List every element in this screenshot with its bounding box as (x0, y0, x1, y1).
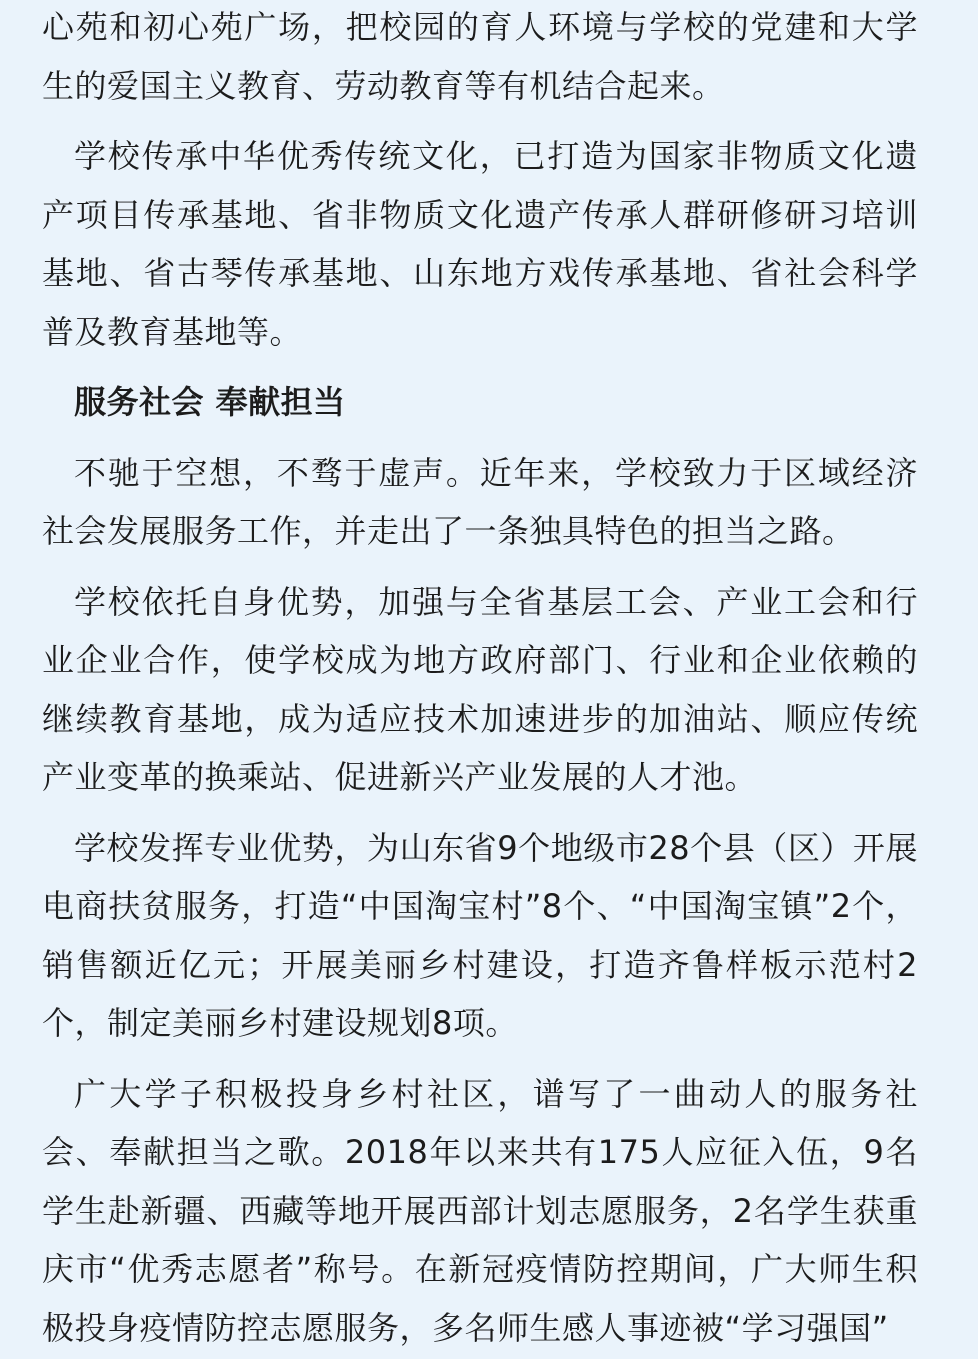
article-body (42, 0, 918, 1357)
paragraph-gap (42, 432, 918, 444)
paragraph-gap (42, 361, 918, 373)
paragraph-campus-environment: 心苑和初心苑广场，把校园的育人环境与学校的党建和大学生的爱国主义教育、劳动教育等有机结合起来。 (42, 8, 918, 105)
paragraph-service-intro: 不驰于空想，不骛于虚声。近年来，学校致力于区域经济社会发展服务工作，并走出了一条独具特色的担当之路。 (42, 453, 918, 550)
paragraph-traditional-culture: 学校传承中华优秀传统文化，已打造为国家非物质文化遗产项目传承基地、省非物质文化遗产传承人群研修研习培训基地、省古琴传承基地、山东地方戏传承基地、省社会科学普及教育基地等。 (42, 137, 918, 351)
paragraph-industry-cooperation: 学校依托自身优势，加强与全省基层工会、产业工会和行业企业合作，使学校成为地方政府部门、行业和企业依赖的继续教育基地，成为适应技术加速进步的加油站、顺应传统产业变革的换乘站、促进新兴产业发展的人才池。 (42, 582, 918, 796)
paragraph-gap (42, 807, 918, 819)
paragraph-ecommerce-poverty: 学校发挥专业优势，为山东省9个地级市28个县（区）开展电商扶贫服务，打造“中国淘宝村”8个、“中国淘宝镇”2个，销售额近亿元；开展美丽乡村建设，打造齐鲁样板示范村2个，制定美丽乡村建设规划8项。 (42, 828, 918, 1042)
section-heading: 服务社会 奉献担当 (74, 383, 346, 421)
paragraph-student-volunteers: 广大学子积极投身乡村社区，谱写了一曲动人的服务社会、奉献担当之歌。2018年以来共有175人应征入伍，9名学生赴新疆、西藏等地开展西部计划志愿服务，2名学生获重庆市“优秀志愿者”称号。在新冠疫情防控期间，广大师生积极投身疫情防控志愿服务，多名师生感人事迹被“学习强国” (42, 1074, 918, 1347)
paragraph-gap (42, 561, 918, 573)
paragraph-gap (42, 115, 918, 127)
paragraph-gap (42, 1053, 918, 1065)
